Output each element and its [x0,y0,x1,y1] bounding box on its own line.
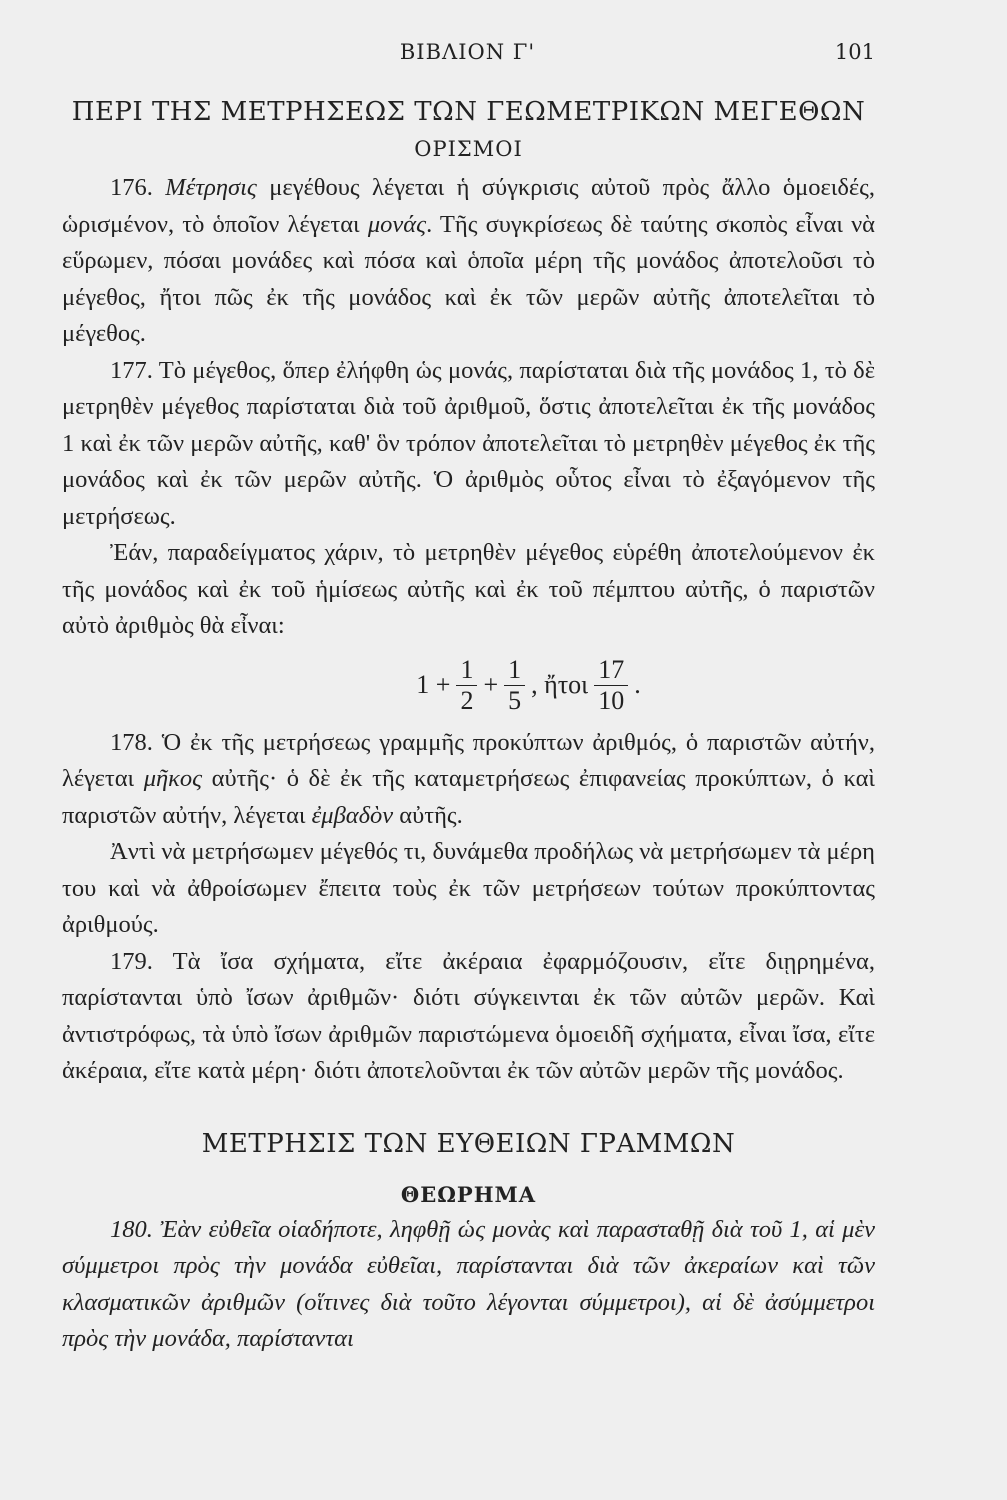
term-unit: μονάς [367,210,427,238]
paragraph-text: αὐτῆς· ὁ δὲ ἐκ τῆς καταμετρήσεως ἐπιφανείας προκύπτων, ὁ καὶ παριστῶν αὐτήν, λέγεται [62,765,875,829]
page-number: 101 [834,40,875,64]
formula-end: . [634,670,641,700]
paragraph-text: Τὰ ἴσα σχήματα, εἴτε ἀκέραια ἐφαρμόζουσιν, εἴτε διῃρημένα, παρίστανται ὑπὸ ἴσων ἀριθμῶν· διότι σύγκεινται ἐκ τῶν αὐτῶν μερῶν. Καὶ ἀντιστρόφως, τὰ ὑπὸ ἴσων ἀριθμῶν παριστώμενα ὁμοειδῆ σχήματα, εἶναι ἴσα, εἴτε ἀκέραια, εἴτε κατὰ μέρη· διότι ἀποτελοῦνται ἐκ τῶν αὐτῶν μερῶν τῆς μονάδος. [62,947,875,1084]
paragraph-text: . Τῆς συγκρίσεως δὲ ταύτης σκοπὸς εἶναι νὰ εὕρωμεν, πόσαι μονάδες καὶ πόσα καὶ ὁποῖα μέρη τῆς μονάδος ἀποτελοῦσι τὸ μέγεθος, ἤτοι πῶς ἐκ τῆς μονάδος καὶ ἐκ τῶν μερῶν αὐτῆς ἀποτελεῖται τὸ μέγεθος. [62,210,876,347]
term-length: μῆκος [143,765,203,792]
paragraph-text: μεγέθους λέγεται ἡ σύγκρισις αὐτοῦ πρὸς ἄλλο ὁμοειδές, ὡρισμένον, τὸ ὁποῖον λέγεται [62,174,875,238]
paragraph-number: 180. [110,1215,153,1243]
paragraph-177 [62,353,875,536]
paragraph-176 [62,170,875,353]
paragraph-178 [62,725,875,835]
formula-one-plus: 1 + [416,670,451,700]
paragraph-number: 178. [110,728,153,756]
paragraph-number: 176. [110,174,153,201]
chapter-subtitle: ΟΡΙΣΜΟΙ [414,137,523,161]
paragraph-180 [62,1212,875,1358]
formula-etoi: , ἤτοι [531,670,589,700]
formula-plus: + [483,670,499,700]
paragraph-number: 179. [110,947,153,975]
fraction-numerator: 1 [504,655,525,686]
chapter-title: ΠΕΡΙ ΤΗΣ ΜΕΤΡΗΣΕΩΣ ΤΩΝ ΓΕΩΜΕΤΡΙΚΩΝ ΜΕΓΕΘΩΝ [71,97,866,127]
fraction-result [594,655,628,716]
fraction-half [456,655,477,716]
fraction-fifth [504,655,525,716]
fraction-denominator: 2 [460,686,474,715]
running-title: ΒΙΒΛΙΟΝ Γ' [399,40,536,64]
paragraph-178-continued: Ἀντὶ νὰ μετρήσωμεν μέγεθός τι, δυνάμεθα προδήλως νὰ μετρήσωμεν τὰ μέρη του καὶ νὰ ἀθροίσωμεν ἔπειτα τοὺς ἐκ τῶν μετρήσεων τούτων προκύπτοντας ἀριθμούς. [62,838,875,938]
paragraph-text: αὐτῆς. [393,801,463,829]
term-area: ἐμβαδὸν [311,801,394,829]
fraction-numerator: 1 [456,655,477,686]
paragraph-text: Ὁ ἐκ τῆς μετρήσεως γραμμῆς προκύπτων ἀριθμός, ὁ παριστῶν αὐτήν, λέγεται [62,728,875,792]
paragraph-text: Τὸ μέγεθος, ὅπερ ἐλήφθη ὡς μονάς, παρίσταται διὰ τῆς μονάδος 1, τὸ δὲ μετρηθὲν μέγεθος παρίσταται διὰ τοῦ ἀριθμοῦ, ὅστις ἀποτελεῖται ἐκ τῆς μονάδος 1 καὶ ἐκ τῶν μερῶν αὐτῆς, καθ' ὃν τρόπον ἀποτελεῖται τὸ μετρηθὲν μέγεθος ἐκ τῆς μονάδος καὶ ἐκ τῶν μερῶν αὐτῆς. Ὁ ἀριθμὸς οὗτος εἶναι τὸ ἐξαγόμενον τῆς μετρήσεως. [62,356,875,530]
paragraph-179 [62,944,875,1090]
term-measurement: Μέτρησις [165,174,257,201]
paragraph-177-example: Ἐάν, παραδείγματος χάριν, τὸ μετρηθὲν μέγεθος εὑρέθη ἀποτελούμενον ἐκ τῆς μονάδος καὶ ἐκ τοῦ ἡμίσεως αὐτῆς καὶ ἐκ τοῦ πέμπτου αὐτῆς, ὁ παριστῶν αὐτὸ ἀριθμὸς θὰ εἶναι: [62,539,875,639]
fraction-numerator: 17 [594,655,628,686]
formula [182,653,875,719]
paragraph-text: Ἐὰν εὐθεῖα οἱαδήποτε, ληφθῇ ὡς μονὰς καὶ παρασταθῇ διὰ τοῦ 1, αἱ μὲν σύμμετροι πρὸς τὴν μονάδα εὐθεῖαι, παρίστανται διὰ τῶν ἀκεραίων καὶ τῶν κλασματικῶν ἀριθμῶν (οἵτινες διὰ τοῦτο λέγονται σύμμετροι), αἱ δὲ ἀσύμμετροι πρὸς τὴν μονάδα, παρίστανται [62,1215,875,1352]
fraction-denominator: 5 [508,686,522,715]
page-body [62,92,875,1358]
page-header [60,40,875,80]
paragraph-number: 177. [110,356,153,384]
fraction-denominator: 10 [598,686,625,715]
section-title: ΜΕΤΡΗΣΙΣ ΤΩΝ ΕΥΘΕΙΩΝ ΓΡΑΜΜΩΝ [201,1128,736,1159]
theorem-heading: ΘΕΩΡΗΜΑ [400,1181,537,1207]
